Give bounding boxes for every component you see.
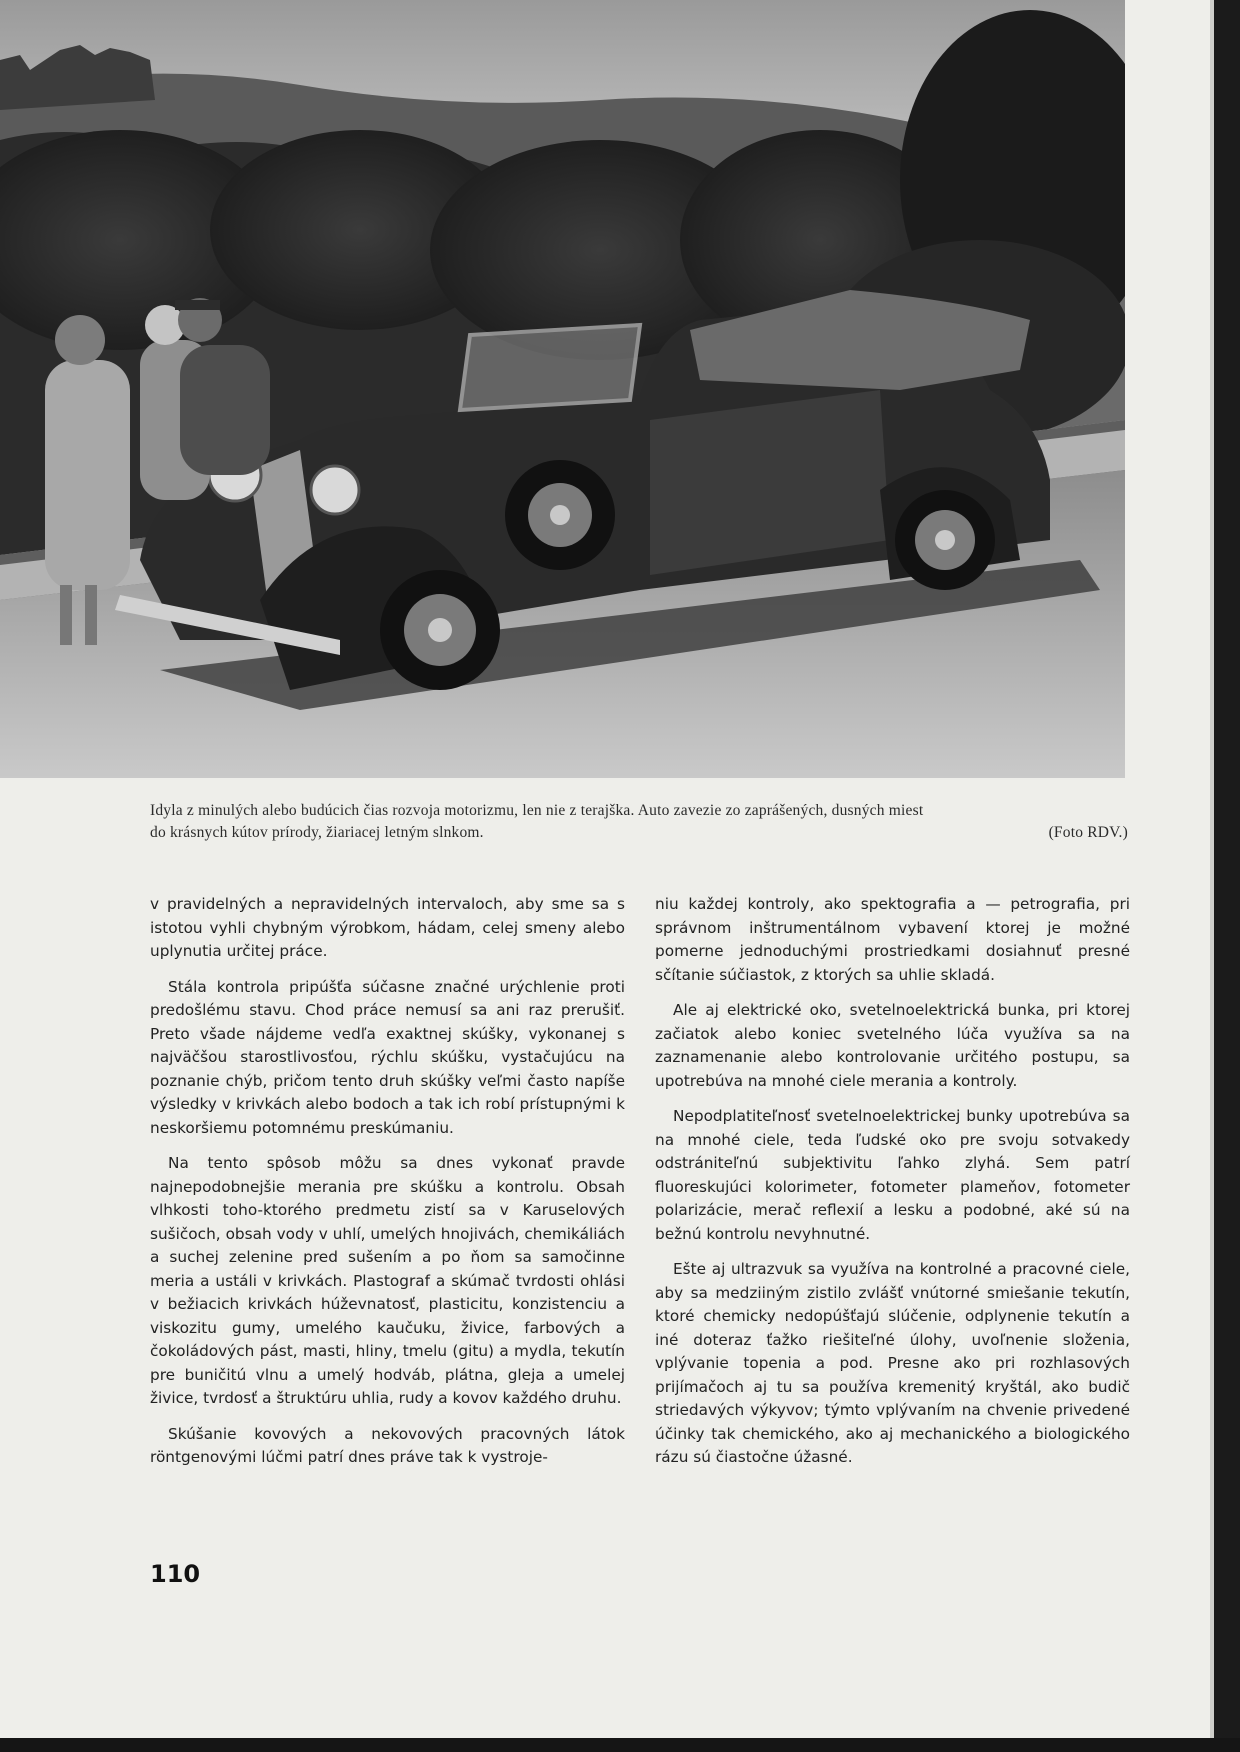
caption-line-2 [150, 822, 1128, 844]
caption-line-1: Idyla z minulých alebo budúcich čias rozvoja motorizmu, len nie z terajška. Auto zavezie zo zaprášených, dusných miest [150, 802, 924, 819]
paragraph: niu každej kontroly, ako spektografia a — petrografia, pri správnom inštrumentálnom vybavení ktorej je možné pomerne jednoduchými prostriedkami dosiahnuť presné sčítanie súčiastok, z ktorých sa uhlie skladá. [655, 895, 1130, 984]
left-column [150, 893, 625, 1482]
caption-line-2-text: do krásnych kútov prírody, žiariacej letným slnkom. [150, 824, 484, 841]
photo-credit: (Foto RDV.) [1048, 824, 1128, 841]
photo-vintage-convertible [0, 0, 1125, 778]
paragraph: Ale aj elektrické oko, svetelnoelektrická bunka, pri ktorej začiatok alebo koniec svetelného lúča využíva sa na zaznamenanie alebo kontrolovanie určitého postupu, sa upotrebúva na mnohé ciele merania a kontroly. [655, 1001, 1130, 1090]
paragraph: Stála kontrola pripúšťa súčasne značné urýchlenie proti predošlému stavu. Chod práce nemusí sa ani raz prerušiť. Preto všade nájdeme vedľa exaktnej skúšky, vykonanej s najväčšou starostlivosťou, rýchlu skúšku, vystačujúcu na poznanie chýb, pričom tento druh skúšky veľmi často napíše výsledky v krivkách alebo bodoch a tak ich robí prístupnými k neskoršiemu potomnému preskúmaniu. [150, 977, 625, 1137]
paragraph: Na tento spôsob môžu sa dnes vykonať pravde najnepodobnejšie merania pre skúšku a kontrolu. Obsah vlhkosti toho-ktorého predmetu zistí sa v Karuselových sušičoch, obsah vody v uhlí, umelých hnojivách, chemikáliách a suchej zelenine pred sušením a po ňom sa samočinne meria a ustáli v krivkách. Plastograf a skúmač tvrdosti ohlási v bežiacich krivkách húževnatosť, plasticitu, konzistenciu a viskozitu gumy, umelého kaučuku, živice, farbových a čokoládových pást, masti, hliny, tmelu (gitu) a mydla, tekutín pre buničitú vlnu a umelý hodváb, plátna, gleja a umelej živice, tvrdosť a štruktúru uhlia, rudy a kovov každého druhu. [150, 1154, 625, 1407]
page-number: 110 [150, 1560, 201, 1588]
article-body [150, 893, 1130, 1513]
scan-border [0, 1738, 1240, 1752]
paragraph: v pravidelných a nepravidelných intervaloch, aby sme sa s istotou vyhli chybným výrobkom, hádam, celej smeny alebo uplynutia určitej práce. [150, 895, 625, 960]
right-column [655, 893, 1130, 1482]
paragraph: Skúšanie kovových a nekovových pracovných látok röntgenovými lúčmi patrí dnes práve tak k vystroje- [150, 1424, 625, 1466]
photo-caption [150, 800, 1128, 844]
paragraph: Nepodplatiteľnosť svetelnoelektrickej bunky upotrebúva sa na mnohé ciele, teda ľudské oko pre svoju sotvakedy odstrániteľnú subjektivitu ľahko zlyhá. Sem patrí fluoreskujúci kolorimeter, fotometer plameňov, fotometer polarizácie, merač reflexií a lesku a podobné, aké sú na bežnú kontrolu nevyhnutné. [655, 1107, 1130, 1243]
paragraph: Ešte aj ultrazvuk sa využíva na kontrolné a pracovné ciele, aby sa medziiným zistilo zvlášť vnútorné smiešanie tekutín, ktoré chemicky nedopúšťajú slúčenie, odplynenie tekutín a iné doteraz ťažko riešiteľné úlohy, uvoľnenie složenia, vplývanie topenia a pod. Presne ako pri rozhlasových prijímačoch aj tu sa používa kremenitý kryštál, ako budič striedavých výkyvov; týmto vplývaním na chvenie privedené účinky tak chemického, ako aj mechanického a biologického rázu sú čiastočne úžasné. [655, 1260, 1130, 1466]
photo-illustration [0, 0, 1125, 778]
